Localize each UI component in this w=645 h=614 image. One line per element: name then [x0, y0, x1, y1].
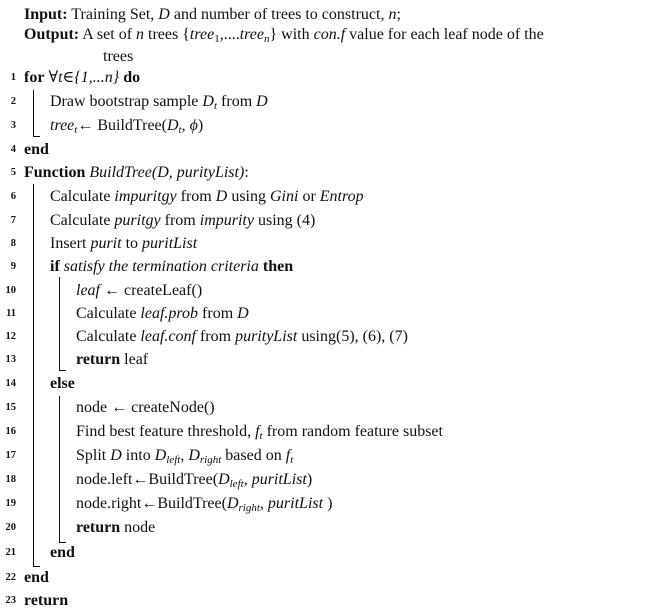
code-sub: t [213, 100, 218, 112]
code-text: Calculate [76, 305, 141, 322]
code-var: leaf.prob [140, 305, 199, 322]
keyword: end [24, 141, 49, 158]
output-treen: tree [239, 26, 264, 43]
output-line-2: trees [103, 48, 134, 65]
keyword: then [262, 258, 294, 275]
code-text: from [198, 305, 238, 322]
code-var: D [188, 447, 200, 464]
code-text: or [298, 188, 320, 205]
code-var: D [215, 188, 228, 205]
code-text: Insert [50, 235, 91, 252]
output-text-mid: trees { [144, 26, 190, 43]
code-sub: t [74, 124, 78, 136]
code-var: leaf [76, 282, 100, 299]
if-scope-bar [59, 277, 60, 371]
code-text: from [160, 212, 200, 229]
output-dots: ,.... [219, 26, 240, 43]
code-text: from [176, 188, 216, 205]
code-var: purityList [235, 328, 298, 345]
code-text: node [120, 519, 156, 536]
line-number: 8 [10, 238, 16, 249]
code-text: ← createLeaf() [100, 282, 203, 299]
code-text: node.left←BuildTree( [76, 471, 219, 488]
line-number: 22 [5, 572, 16, 583]
code-text: Calculate [50, 212, 115, 229]
code-sub: t [290, 454, 294, 466]
code-sub: t [178, 124, 182, 136]
input-text-mid: and number of trees to construct, [169, 6, 389, 23]
line-number: 11 [6, 308, 16, 319]
line-number: 20 [5, 522, 16, 533]
code-text: , [180, 447, 189, 464]
else-scope-bar [59, 396, 60, 543]
output-sub1: 1 [214, 33, 220, 45]
code-var: puritList [267, 495, 324, 512]
code-text: : [244, 164, 249, 181]
code-var: puritgy [114, 212, 161, 229]
code-text: ) [197, 117, 204, 134]
keyword: end [50, 544, 75, 561]
code-var: D [237, 305, 249, 322]
code-sub: t [259, 430, 263, 442]
input-var-d: D [158, 6, 170, 23]
line-number: 18 [5, 474, 16, 485]
line-number: 13 [5, 354, 16, 365]
input-label: Input: [24, 6, 68, 23]
line-number: 1 [10, 72, 16, 83]
input-text: Training Set, [71, 6, 159, 23]
output-text: A set of [82, 26, 137, 43]
output-tree1: tree [189, 26, 215, 43]
input-var-n: n [388, 6, 397, 23]
keyword: return [24, 592, 69, 609]
code-sub: left [229, 478, 244, 490]
output-label: Output: [24, 26, 80, 43]
code-var: leaf.conf [140, 328, 196, 345]
keyword: return [76, 351, 121, 368]
code-var: impurity [199, 212, 254, 229]
code-text: using [227, 188, 270, 205]
code-text: using (4) [253, 212, 316, 229]
code-text: Calculate [50, 188, 115, 205]
code-text: Draw bootstrap sample [50, 93, 203, 110]
code-var: D [166, 117, 179, 134]
condition: satisfy the termination criteria [59, 258, 263, 275]
function-scope-bar [33, 184, 34, 567]
code-text: from [195, 328, 236, 345]
line-number: 5 [10, 167, 16, 178]
code-text: to [121, 235, 143, 252]
code-var: puritList [142, 235, 198, 252]
for-scope-bar [33, 90, 34, 137]
code-text: , [243, 471, 252, 488]
output-close: } with [269, 26, 314, 43]
input-line [24, 4, 401, 26]
code-var: purit [90, 235, 122, 252]
line-number: 14 [5, 378, 16, 389]
output-rest: value for each leaf node of the [345, 26, 544, 43]
code-var: D [226, 495, 239, 512]
code-sub: right [238, 502, 260, 514]
code-text: ← BuildTree( [77, 117, 167, 134]
keyword: Function [24, 164, 86, 181]
code-text: ) [306, 471, 313, 488]
keyword: return [76, 519, 121, 536]
code-sub: left [166, 454, 181, 466]
code-var: Entrop [319, 188, 364, 205]
code-var: f [255, 423, 260, 440]
line-number: 3 [10, 120, 16, 131]
code-var: puritList [251, 471, 307, 488]
line-number: 16 [5, 426, 16, 437]
input-text-end: ; [396, 6, 401, 23]
code-text: using(5), (6), (7) [297, 328, 408, 345]
line-number: 21 [5, 547, 16, 558]
keyword: end [24, 569, 49, 586]
code-text: into [121, 447, 155, 464]
code-text: from [217, 93, 257, 110]
line-number: 19 [5, 498, 16, 509]
code-var: tree [50, 117, 75, 134]
line-number: 2 [10, 96, 16, 107]
code-text: Split [76, 447, 111, 464]
code-text: ) [323, 495, 333, 512]
code-text: node ← createNode() [76, 399, 215, 416]
code-text: leaf [120, 351, 149, 368]
code-text: , [181, 117, 190, 134]
code-text: , [259, 495, 268, 512]
line-number: 6 [10, 191, 16, 202]
line-number: 17 [5, 450, 16, 461]
line-number: 23 [5, 595, 16, 606]
keyword: for [24, 69, 45, 86]
code-var: impuritgy [114, 188, 177, 205]
line-number: 9 [10, 261, 16, 272]
line-number: 7 [10, 215, 16, 226]
line-number: 4 [10, 144, 16, 155]
line-number: 10 [5, 285, 16, 296]
code-var: ϕ [189, 117, 198, 134]
loop-range: ∀t∈{1,...n} [44, 69, 124, 86]
keyword: do [123, 69, 141, 86]
code-var: D [202, 93, 214, 110]
line-number: 15 [5, 402, 16, 413]
output-line [24, 24, 544, 46]
output-subn: n [263, 33, 270, 45]
code-var: D [154, 447, 167, 464]
code-var: D [256, 93, 268, 110]
code-var: Gini [269, 188, 299, 205]
code-text: from random feature subset [262, 423, 443, 440]
code-text: Find best feature threshold, [76, 423, 256, 440]
keyword: else [50, 375, 75, 392]
code-sub: right [199, 454, 222, 466]
keyword: if [50, 258, 60, 275]
function-signature: BuildTree(D, purityList) [85, 164, 245, 181]
output-var-n: n [136, 26, 145, 43]
code-text: Calculate [76, 328, 141, 345]
line-number: 12 [5, 331, 16, 342]
code-var: D [218, 471, 230, 488]
code-text: based on [221, 447, 286, 464]
code-var: D [110, 447, 122, 464]
code-text: node.right←BuildTree( [76, 495, 227, 512]
output-conf: con.f [313, 26, 346, 43]
code-var: f [285, 447, 291, 464]
